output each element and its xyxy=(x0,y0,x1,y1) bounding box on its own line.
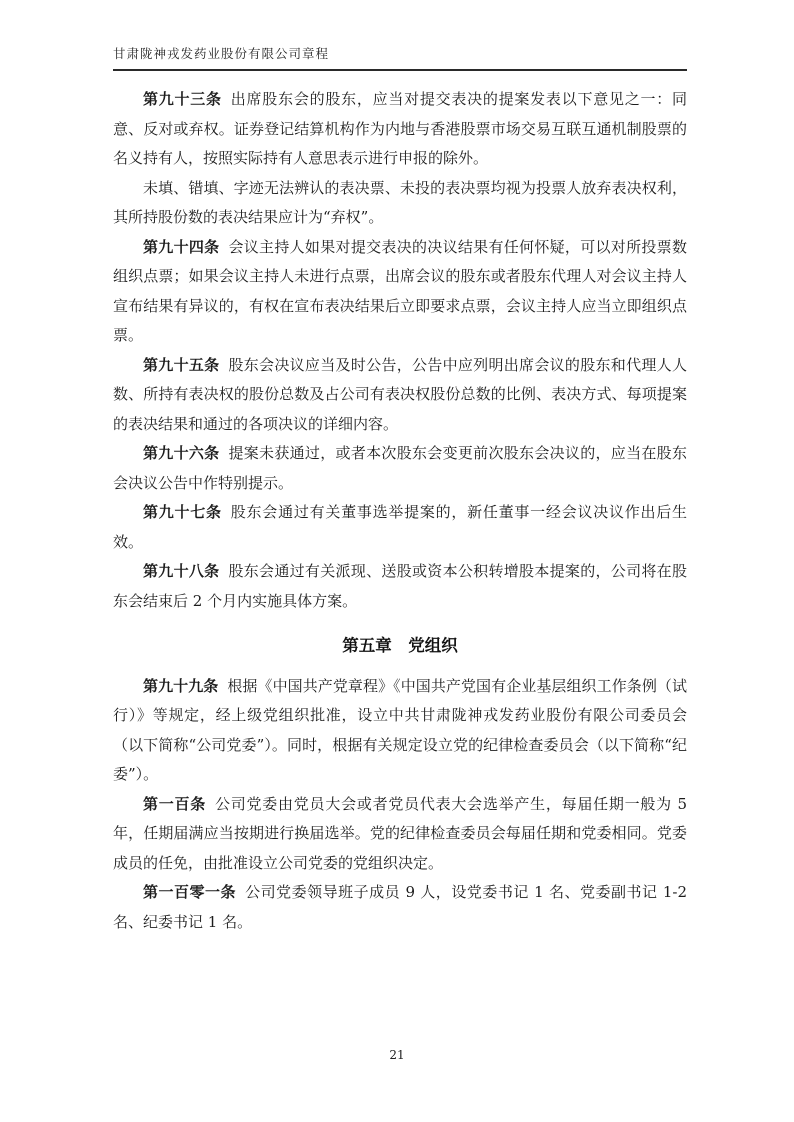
article-paragraph xyxy=(113,557,687,616)
document-body xyxy=(113,85,687,937)
article-paragraph xyxy=(113,85,687,174)
article-number: 第九十七条 xyxy=(143,503,222,521)
article-text: 股东会通过有关派现、送股或资本公积转增股本提案的，公司将在股东会结束后 2 个月内实施具体方案。 xyxy=(113,562,687,610)
article-text: 根据《中国共产党章程》《中国共产党国有企业基层组织工作条例（试行）》等规定，经上级党组织批准，设立中共甘肃陇神戎发药业股份有限公司委员会（以下简称“公司党委”）。同时，根据有关规定设立党的纪律检查委员会（以下简称“纪委”）。 xyxy=(113,676,687,783)
header-title: 甘肃陇神戎发药业股份有限公司章程 xyxy=(113,46,330,61)
article-number: 第九十五条 xyxy=(143,355,220,374)
page-footer xyxy=(0,1048,794,1062)
article-paragraph xyxy=(113,878,687,937)
article-text: 股东会通过有关董事选举提案的，新任董事一经会议决议作出后生效。 xyxy=(113,503,687,551)
article-number: 第九十六条 xyxy=(143,444,220,462)
article-text: 公司党委领导班子成员 9 人，设党委书记 1 名、党委副书记 1-2 名、纪委书记 1 名。 xyxy=(113,883,687,931)
article-number: 第九十八条 xyxy=(143,562,220,580)
article-paragraph xyxy=(113,498,687,557)
page-header xyxy=(113,44,687,71)
article-paragraph xyxy=(113,174,687,233)
article-text: 股东会决议应当及时公告，公告中应列明出席会议的股东和代理人人数、所持有表决权的股份总数及占公司有表决权股份总数的比例、表决方式、每项提案的表决结果和通过的各项决议的详细内容。 xyxy=(113,355,687,433)
article-number: 第一百条 xyxy=(143,794,207,813)
article-number: 第九十三条 xyxy=(143,90,222,108)
article-paragraph xyxy=(113,439,687,498)
article-text: 提案未获通过，或者本次股东会变更前次股东会决议的，应当在股东会决议公告中作特别提示。 xyxy=(113,444,687,492)
article-number: 第九十四条 xyxy=(143,237,220,256)
article-paragraph xyxy=(113,672,687,790)
article-paragraph xyxy=(113,790,687,879)
chapter-heading: 第五章 党组织 xyxy=(342,636,458,655)
article-text: 会议主持人如果对提交表决的决议结果有任何怀疑，可以对所投票数组织点票；如果会议主持人未进行点票，出席会议的股东或者股东代理人对会议主持人宣布结果有异议的，有权在宣布表决结果后立即要求点票，会议主持人应当立即组织点票。 xyxy=(113,237,687,344)
article-text: 出席股东会的股东，应当对提交表决的提案发表以下意见之一：同意、反对或弃权。证券登记结算机构作为内地与香港股票市场交易互联互通机制股票的名义持有人，按照实际持有人意思表示进行申报的除外。 xyxy=(113,90,687,167)
article-number: 第一百零一条 xyxy=(143,883,237,901)
article-paragraph xyxy=(113,233,687,351)
article-text: 未填、错填、字迹无法辨认的表决票、未投的表决票均视为投票人放弃表决权利，其所持股份数的表决结果应计为“弃权”。 xyxy=(113,178,687,226)
article-text: 公司党委由党员大会或者党员代表大会选举产生，每届任期一般为 5 年，任期届满应当按期进行换届选举。党的纪律检查委员会每届任期和党委相同。党委成员的任免，由批准设立公司党委的党组织决定。 xyxy=(113,794,687,872)
article-paragraph xyxy=(113,351,687,440)
article-number: 第九十九条 xyxy=(143,676,219,695)
page-number: 21 xyxy=(389,1048,405,1062)
